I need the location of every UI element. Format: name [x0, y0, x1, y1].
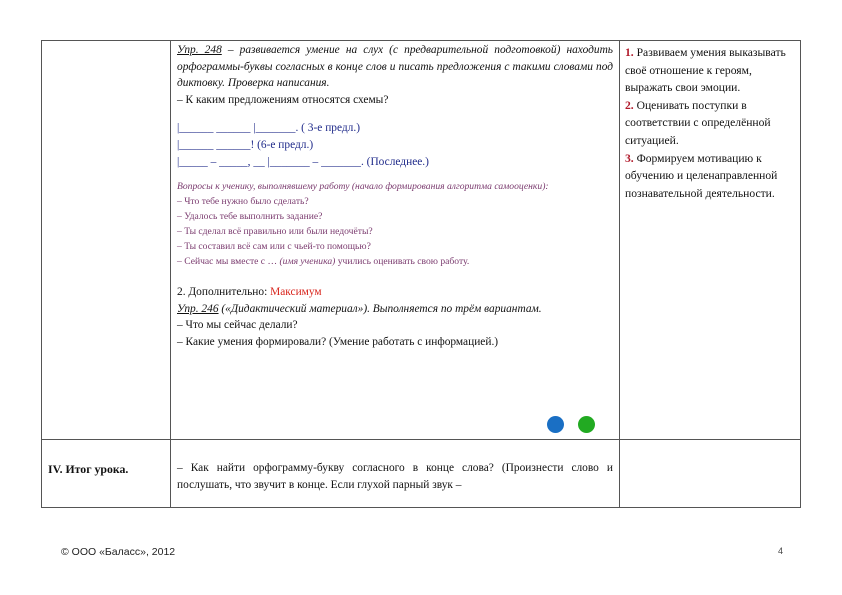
- question-5-end: учились оценивать свою работу.: [335, 256, 470, 268]
- activity-cell: [177, 42, 613, 351]
- lesson-table: [41, 40, 801, 508]
- scheme-line-2: |______ ______! (6-е предл.): [177, 138, 314, 151]
- goal-number-1: 1.: [625, 46, 634, 59]
- exercise-248-paragraph: [177, 42, 613, 92]
- question-skills: – Какие умения формировали? (Умение работать с информацией.): [177, 335, 499, 348]
- copyright-footer: © ООО «Баласс», 2012: [61, 546, 176, 558]
- summary-text: – Как найти орфограмму-букву согласного в конце слова? (Произнести слово и послушать, что звучит в конце. Если глухой парный звук –: [177, 462, 613, 491]
- exercise-246-paragraph: [177, 301, 613, 318]
- goal-text-1: Развиваем умения выказывать своё отношение к героям, выражать свои эмоции.: [625, 46, 786, 95]
- question-4: – Ты составил всё сам или с чьей-то помощью?: [177, 241, 371, 253]
- goal-item-1: [625, 44, 795, 97]
- scheme-line-3: |_____ – _____, __ |_______ – _______. (Последнее.): [177, 155, 429, 168]
- exercise-248-ref: Упр. 248: [177, 44, 222, 56]
- question-what-did: – Что мы сейчас делали?: [177, 319, 298, 332]
- table-border-bottom: [41, 507, 801, 508]
- scheme-line-1: |______ ______ |_______. ( 3-е предл.): [177, 122, 361, 135]
- exercise-246-text: («Дидактический материал»). Выполняется по трём вариантам.: [218, 302, 542, 315]
- question-5: [177, 254, 613, 269]
- summary-label: IV. Итог урока.: [48, 462, 129, 476]
- green-circle-icon: [578, 416, 595, 433]
- additional-label: 2. Дополнительно:: [177, 286, 271, 299]
- table-border-right: [800, 40, 801, 508]
- page-number: 4: [778, 546, 784, 556]
- column-divider-1: [170, 40, 171, 508]
- goal-number-2: 2.: [625, 98, 634, 112]
- question-3: – Ты сделал всё правильно или были недочёты?: [177, 226, 373, 238]
- additional-line: [177, 284, 613, 301]
- exercise-248-text: – развивается умение на слух (с предварительной подготовкой) находить орфограммы-буквы согласных в конце слов и писать предложения с такими словами под диктовку. Проверка написания.: [177, 44, 613, 90]
- column-divider-2: [619, 40, 620, 508]
- question-5-start: – Сейчас мы вместе с …: [177, 256, 280, 268]
- goal-text-2: Оценивать поступки в соответствии с определённой ситуацией.: [625, 98, 771, 147]
- question-5-name: (имя ученика): [279, 256, 336, 268]
- goal-item-3: [625, 150, 795, 203]
- blue-circle-icon: [547, 416, 564, 433]
- table-border-top: [41, 40, 801, 41]
- goals-cell: [625, 44, 795, 202]
- additional-max-label: Максимум: [270, 286, 322, 299]
- exercise-246-ref: Упр. 246: [177, 302, 219, 315]
- schemes-question: – К каким предложениям относятся схемы?: [177, 93, 389, 106]
- questions-heading: Вопросы к ученику, выполнявшему работу (начало формирования алгоритма самооценки):: [177, 181, 549, 193]
- question-1: – Что тебе нужно было сделать?: [177, 196, 309, 208]
- table-border-left: [41, 40, 42, 508]
- goal-text-3: Формируем мотивацию к обучению и целенаправленной познавательной деятельности.: [625, 151, 778, 200]
- question-2: – Удалось тебе выполнить задание?: [177, 211, 323, 223]
- goal-number-3: 3.: [625, 151, 634, 165]
- goal-item-2: [625, 97, 795, 150]
- row-divider: [41, 439, 801, 440]
